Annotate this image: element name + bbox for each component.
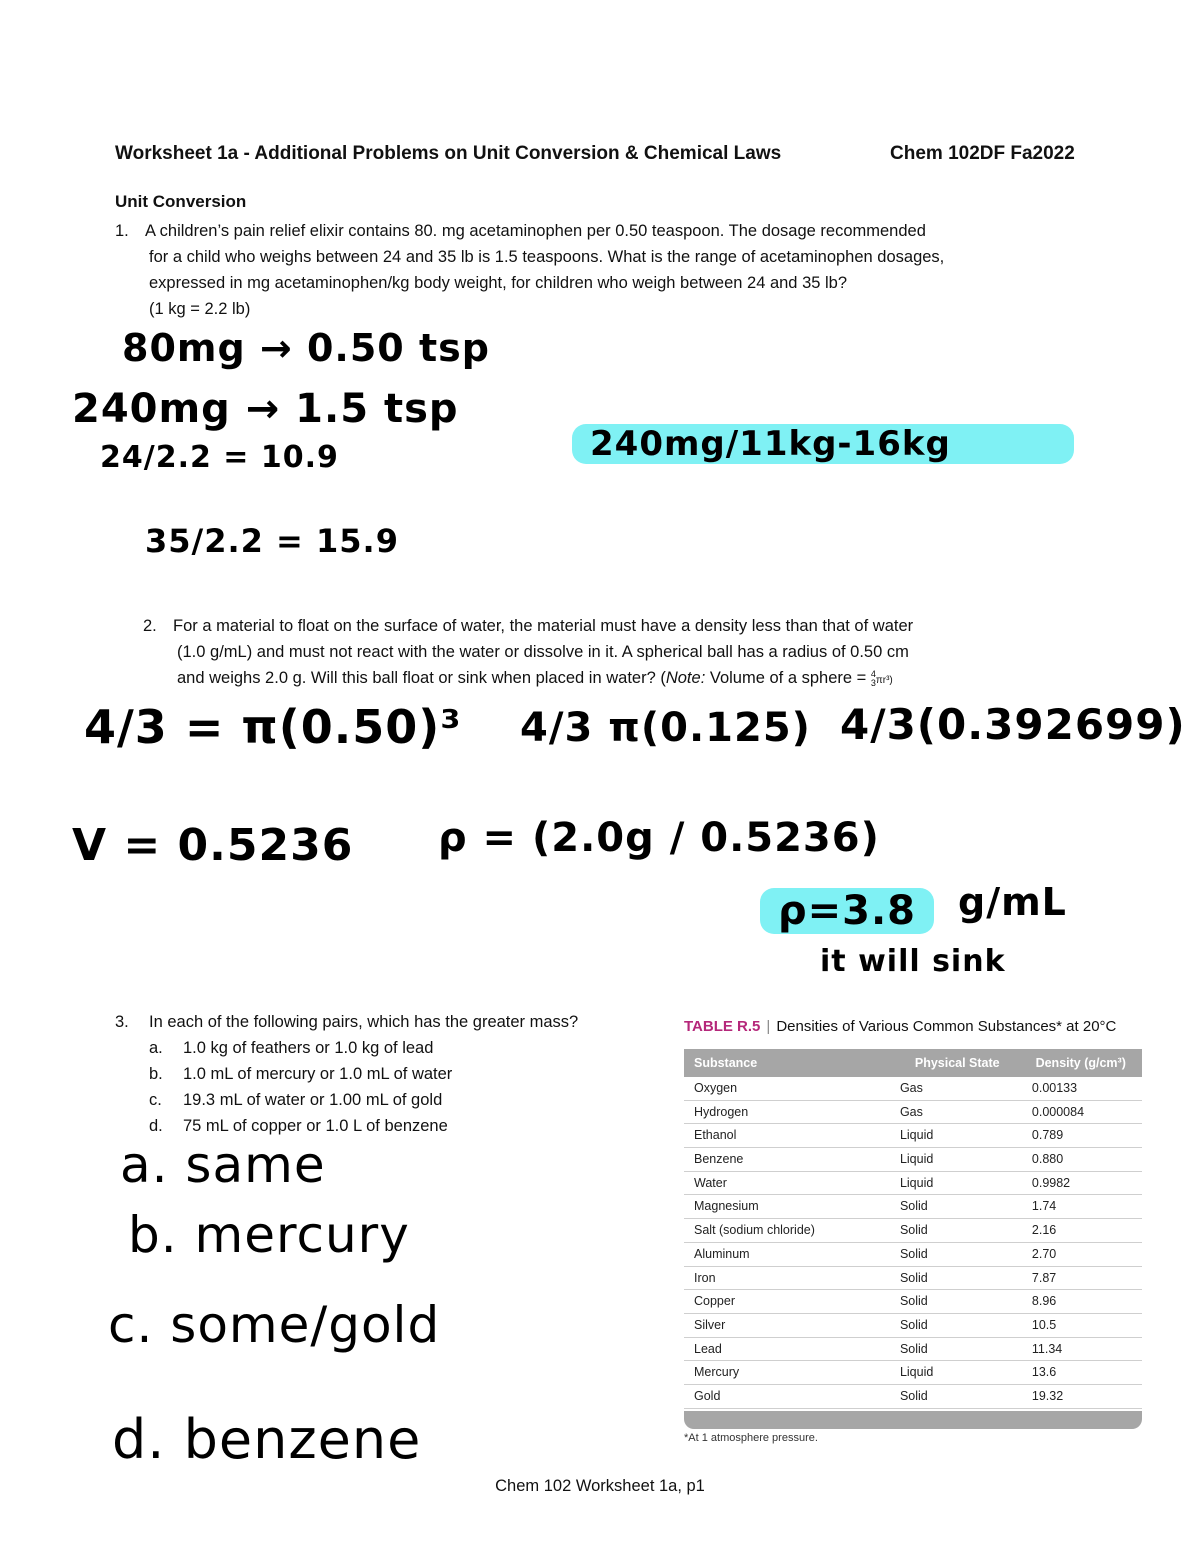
- worksheet-title: Worksheet 1a - Additional Problems on Unit Conversion & Chemical Laws: [115, 143, 782, 164]
- item-letter: d.: [149, 1117, 163, 1135]
- table-row: [684, 1148, 1142, 1172]
- list-item: [115, 1061, 578, 1087]
- table-cell: Liquid: [899, 1128, 934, 1143]
- table-title: TABLE R.5 | Densities of Various Common Substances* at 20°C: [684, 1018, 1117, 1035]
- table-cell: 10.5: [1031, 1317, 1057, 1332]
- item-text: 1.0 mL of mercury or 1.0 mL of water: [183, 1065, 453, 1083]
- fraction-numerator: 4: [870, 668, 876, 679]
- table-row: [684, 1124, 1142, 1148]
- table-cell: Copper: [694, 1294, 735, 1309]
- table-cell: 0.880: [1031, 1152, 1064, 1167]
- column-header: Density (g/cm³): [1035, 1056, 1126, 1070]
- table-cell: Solid: [899, 1294, 928, 1309]
- handwritten-answer: d. benzene: [112, 1408, 422, 1471]
- table-note: *At 1 atmosphere pressure.: [684, 1432, 818, 1444]
- table-cell: 0.789: [1031, 1128, 1064, 1143]
- question-text: expressed in mg acetaminophen/kg body weight, for children who weigh between 24 and 35 lb?: [149, 274, 848, 292]
- handwritten-answer: b. mercury: [128, 1206, 410, 1264]
- table-cell: Hydrogen: [694, 1104, 749, 1119]
- table-cell: Iron: [694, 1270, 716, 1285]
- handwritten-work: 4/3 π(0.125): [520, 705, 811, 751]
- density-table: [684, 1049, 1142, 1429]
- table-cell: Oxygen: [694, 1081, 738, 1095]
- question-text: In each of the following pairs, which has the greater mass?: [149, 1013, 579, 1031]
- question-text: (1 kg = 2.2 lb): [149, 300, 251, 318]
- fraction-denominator: 3: [870, 677, 876, 688]
- handwritten-answer: c. some/gold: [108, 1296, 441, 1354]
- note-label: Note:: [665, 669, 706, 687]
- table-cell: 7.87: [1031, 1270, 1057, 1285]
- table-cell: Solid: [899, 1270, 928, 1285]
- table-cell: Mercury: [694, 1365, 740, 1380]
- table-cell: 0.000084: [1031, 1104, 1085, 1119]
- highlighted-answer: 240mg/11kg-16kg: [572, 424, 1074, 464]
- table-cell: Salt (sodium chloride): [694, 1223, 815, 1238]
- table-row: [684, 1101, 1142, 1125]
- table-caption: Densities of Various Common Substances* at 20°C: [776, 1018, 1117, 1035]
- table-cell: Solid: [899, 1388, 928, 1403]
- table-cell: 11.34: [1031, 1341, 1063, 1356]
- table-cell: Lead: [694, 1341, 722, 1356]
- table-cell: Liquid: [899, 1365, 934, 1380]
- table-cell: 1.74: [1031, 1199, 1057, 1214]
- item-text: 75 mL of copper or 1.0 L of benzene: [183, 1117, 448, 1135]
- page-footer: Chem 102 Worksheet 1a, p1: [495, 1477, 705, 1495]
- handwritten-work: 80mg → 0.50 tsp: [122, 326, 490, 370]
- table-cell: Water: [694, 1175, 727, 1190]
- question-text: (1.0 g/mL) and must not react with the water or dissolve in it. A spherical ball has a radius of 0.50 cm: [177, 643, 909, 661]
- handwritten-work: 24/2.2 = 10.9: [100, 440, 339, 475]
- handwritten-work: ρ = (2.0g / 0.5236): [438, 815, 880, 861]
- table-cell: Solid: [899, 1199, 928, 1214]
- handwritten-work: 35/2.2 = 15.9: [145, 522, 399, 560]
- table-row: [684, 1195, 1142, 1219]
- question-text: A children’s pain relief elixir contains 80. mg acetaminophen per 0.50 teaspoon. The dosage recommended: [145, 222, 926, 240]
- question-text: [143, 665, 913, 694]
- table-row: [684, 1385, 1142, 1409]
- item-letter: b.: [149, 1065, 163, 1083]
- table-row: [684, 1243, 1142, 1267]
- table-cell: Solid: [899, 1341, 928, 1356]
- table-row: [684, 1290, 1142, 1314]
- table-cell: Magnesium: [694, 1199, 759, 1214]
- table-cell: 2.16: [1031, 1223, 1057, 1238]
- question-text: for a child who weighs between 24 and 35 lb is 1.5 teaspoons. What is the range of acetaminophen dosages,: [149, 248, 945, 266]
- table-cell: Aluminum: [694, 1246, 750, 1261]
- handwritten-work: 4/3(0.392699): [840, 700, 1186, 749]
- table-cell: Ethanol: [694, 1128, 737, 1143]
- table-footer-bar: [684, 1411, 1142, 1429]
- table-cell: Liquid: [899, 1152, 934, 1167]
- question-number: 3.: [115, 1013, 129, 1031]
- table-cell: Benzene: [694, 1152, 744, 1167]
- item-letter: a.: [149, 1039, 163, 1057]
- question-number: 1.: [115, 222, 129, 240]
- table-cell: 0.00133: [1031, 1081, 1078, 1095]
- table-row: [684, 1361, 1142, 1385]
- handwritten-work: g/mL: [958, 880, 1067, 924]
- question-text-part: Volume of a sphere =: [705, 669, 871, 687]
- handwritten-work: 4/3 = π(0.50)³: [84, 700, 462, 754]
- list-item: [115, 1087, 578, 1113]
- table-cell: 8.96: [1031, 1294, 1057, 1309]
- question-3: [115, 1009, 578, 1139]
- table-row: [684, 1338, 1142, 1362]
- table-row: [684, 1314, 1142, 1338]
- highlighted-answer: ρ=3.8: [760, 888, 934, 934]
- question-2: [143, 613, 913, 694]
- item-letter: c.: [149, 1091, 162, 1109]
- question-text-part: and weighs 2.0 g. Will this ball float or sink when placed in water? (: [177, 669, 666, 687]
- list-item: [115, 1035, 578, 1061]
- table-row: [684, 1267, 1142, 1291]
- question-text: For a material to float on the surface of water, the material must have a density less than that of water: [173, 617, 914, 635]
- question-1: [115, 218, 944, 322]
- table-row: [684, 1172, 1142, 1196]
- handwritten-work: it will sink: [820, 944, 1006, 979]
- table-cell: Liquid: [899, 1175, 934, 1190]
- section-title: Unit Conversion: [115, 192, 247, 211]
- table-cell: 2.70: [1031, 1246, 1057, 1261]
- item-text: 1.0 kg of feathers or 1.0 kg of lead: [183, 1039, 434, 1057]
- table-body: [684, 1077, 1142, 1409]
- handwritten-work: V = 0.5236: [72, 820, 354, 871]
- table-cell: Solid: [899, 1246, 928, 1261]
- table-cell: 13.6: [1031, 1365, 1057, 1380]
- formula-rest: πr³): [875, 675, 893, 686]
- table-cell: 0.9982: [1031, 1175, 1071, 1190]
- handwritten-work: 240mg → 1.5 tsp: [72, 386, 459, 432]
- table-cell: Gold: [694, 1388, 721, 1403]
- question-number: 2.: [143, 617, 157, 635]
- table-cell: Solid: [899, 1317, 928, 1332]
- table-row: [684, 1219, 1142, 1243]
- table-cell: Gas: [899, 1104, 923, 1119]
- table-cell: 19.32: [1031, 1388, 1064, 1403]
- item-text: 19.3 mL of water or 1.00 mL of gold: [183, 1091, 443, 1109]
- table-cell: Solid: [899, 1223, 928, 1238]
- column-header: Substance: [694, 1056, 758, 1070]
- handwritten-answer: a. same: [120, 1136, 326, 1194]
- column-header: Physical State: [914, 1056, 1000, 1070]
- table-cell: Silver: [694, 1317, 726, 1332]
- table-cell: Gas: [899, 1081, 923, 1095]
- table-tag: TABLE R.5: [684, 1018, 761, 1035]
- table-header-row: [684, 1049, 1142, 1077]
- table-row: [684, 1077, 1142, 1101]
- course-label: Chem 102DF Fa2022: [890, 143, 1075, 164]
